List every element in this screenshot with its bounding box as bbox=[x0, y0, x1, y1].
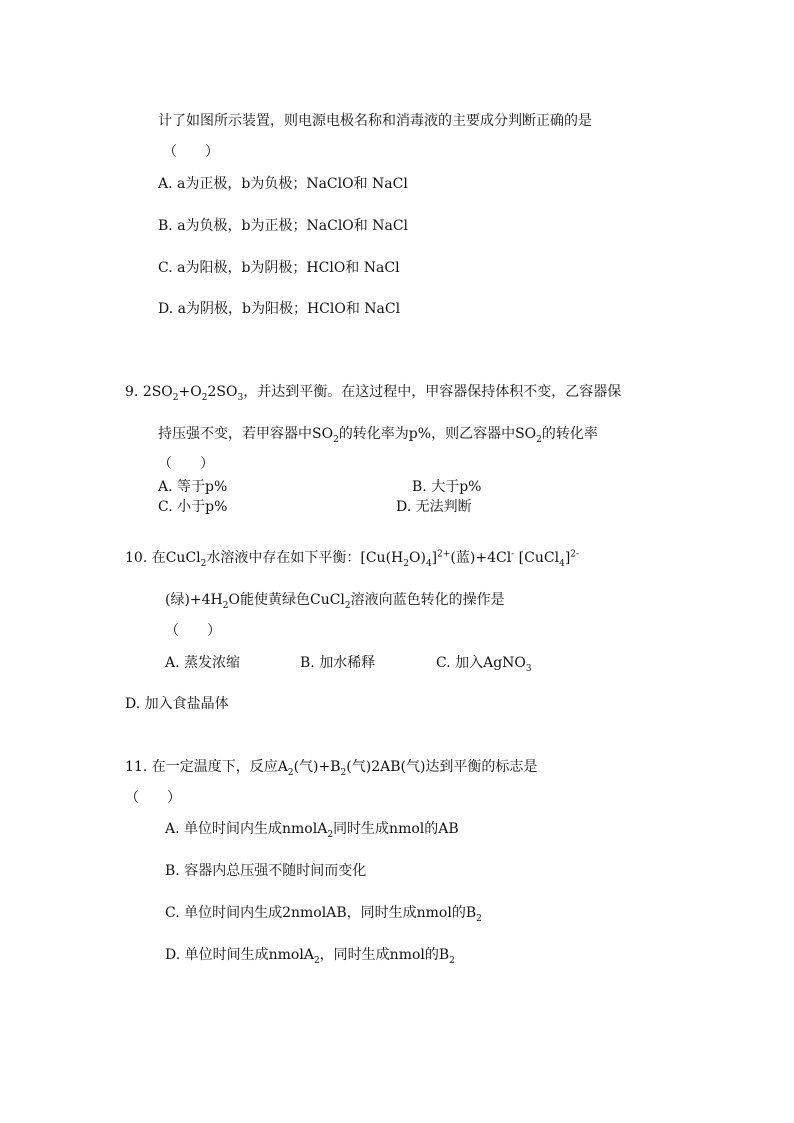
q8-answer-paren: （ ） bbox=[163, 144, 219, 160]
q10-stem-line1: 10. 在CuCl$_2$水溶液中存在如下平衡：$[Cu(H_2O)_4]^{2+}$(蓝)+4Cl- [CuCl$_4$]$^{2-}$ bbox=[125, 549, 580, 569]
q10-answer-paren: （ ） bbox=[165, 623, 221, 639]
option-label: D. bbox=[158, 301, 174, 317]
option-label: B. bbox=[158, 218, 173, 234]
q8-option-b bbox=[158, 216, 408, 236]
q9-option-d: D. 无法判断 bbox=[396, 499, 472, 515]
question-number: 11. bbox=[125, 759, 148, 775]
q10-option-b: B. 加水稀释 bbox=[300, 655, 376, 671]
option-text: a为阴极，b为阳极；HClO和 NaCl bbox=[177, 301, 401, 317]
q11-option-b: B. 容器内总压强不随时间而变化 bbox=[165, 863, 367, 879]
option-text: a为阳极，b为阴极；HClO和 NaCl bbox=[177, 260, 400, 276]
option-label: A. bbox=[158, 176, 173, 192]
option-text: a为正极，b为负极；NaClO和 NaCl bbox=[177, 176, 408, 192]
q8-option-d bbox=[158, 299, 400, 319]
q10-option-a: A. 蒸发浓缩 bbox=[165, 655, 241, 671]
q11-option-c: C. 单位时间内生成2nmolAB，同时生成nmol的$B_2$ bbox=[165, 905, 482, 924]
q8-stem: 计了如图所示装置，则电源电极名称和消毒液的主要成分判断正确的是 bbox=[158, 113, 592, 129]
q9-option-c: C. 小于p% bbox=[158, 499, 228, 515]
option-label: C. bbox=[158, 260, 173, 276]
q11-option-a: A. 单位时间内生成nmolA$_2$同时生成nmol的AB bbox=[165, 821, 459, 840]
question-number: 10. bbox=[125, 550, 148, 566]
q10-option-d: D. 加入食盐晶体 bbox=[125, 696, 229, 712]
q9-answer-paren: （ ） bbox=[158, 456, 214, 472]
q11-stem: 11. 在一定温度下，反应$A_2$(气)$+B_2$(气)2AB(气)达到平衡的标志是 bbox=[125, 759, 538, 778]
reaction-equation: $2SO_2+O_22SO_3$ bbox=[142, 384, 244, 403]
q11-answer-paren: （ ） bbox=[125, 790, 181, 806]
q11-option-d: D. 单位时间生成nmolA$_2$，同时生成nmol的$B_2$ bbox=[165, 947, 455, 966]
question-number: 9. bbox=[125, 384, 139, 400]
q9-stem-line2: 持压强不变，若甲容器中$SO_2$的转化率为p%，则乙容器中$SO_2$的转化率 bbox=[158, 426, 598, 445]
q8-option-a bbox=[158, 174, 408, 194]
q9-stem-line1: 9. $2SO_2+O_22SO_3$，并达到平衡。在这过程中，甲容器保持体积不变，乙容器保 bbox=[125, 384, 622, 403]
q9-option-a: A. 等于p% bbox=[158, 479, 228, 495]
q8-option-c bbox=[158, 258, 400, 278]
q10-option-c: C. 加入AgNO$_3$ bbox=[436, 655, 532, 674]
q9-option-b: B. 大于p% bbox=[412, 479, 482, 495]
q10-stem-line2: (绿)$+4H_2O$能使黄绿色CuCl$_2$溶液向蓝色转化的操作是 bbox=[165, 592, 505, 611]
option-text: a为负极，b为正极；NaClO和 NaCl bbox=[177, 218, 409, 234]
